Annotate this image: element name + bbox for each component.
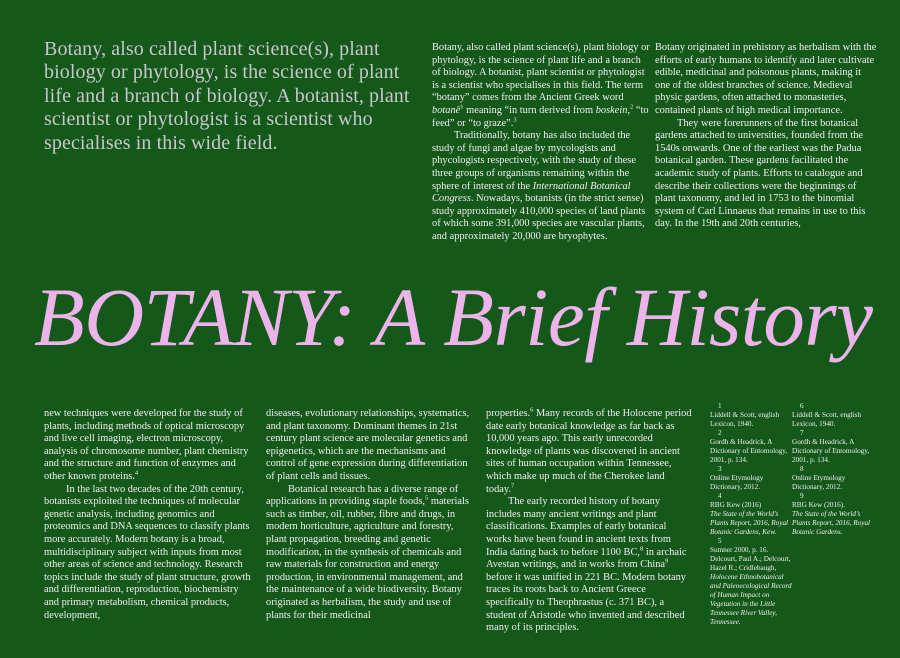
body-col3-paragraph-2 (486, 496, 692, 635)
footnote-text: RBG Kew (2016). (792, 501, 845, 509)
text: Traditionally, botany has also included the study of fungi and algae by mycologists and phycologists respectively, with the study of these three groups of organisms remaining within the sphere of interest of the (432, 130, 636, 192)
text: meaning “in turn derived from (463, 104, 596, 116)
footnote-number: 4 (718, 492, 722, 500)
body-col2-paragraph-2 (266, 484, 474, 623)
body-col2-paragraph-1: diseases, evolutionary relationships, systematics, and plant taxonomy. Dominant themes in 21st century plant science are molecular genetics and epigenetics, which are the mechanisms and control of gene expression during differentiation of plant cells and tissues. (266, 408, 470, 482)
footnote (710, 465, 792, 492)
text: materials such as timber, oil, rubber, fibre and drugs, in modern horticulture, agriculture and forestry, plant propagation, breeding and genetic modification, in the synthesis of chemicals and raw materials for construction and energy production, in environmental management, and the maintenance of a wide biodiversity. Botany originated as herbalism, the study and use of plants for their medicinal (266, 496, 469, 621)
text: before it was unified in 221 BC. Modern botany traces its roots back to Ancient Greece specifically to Theophrastus (c. 371 BC), a student of Aristotle who invented and described many of its principles. (486, 571, 686, 634)
lead-paragraph: Botany, also called plant science(s), plant biology or phytology, is the science of plant life and a branch of biology. A botanist, plant scientist or phytologist is a scientist who specialises in this wide field. (44, 38, 410, 154)
footnote (710, 537, 792, 627)
intro-column-1 (432, 42, 650, 244)
intro-col2-paragraph-1: Botany originated in prehistory as herbalism with the efforts of early humans to identify and later cultivate edible, medicinal and poisonous plants, making it one of the oldest branches of science. Medieval physic gardens, often attached to monasteries, contained plants of high medical importance. (655, 42, 877, 116)
congress-name: International Botanical Congress (432, 180, 631, 205)
footnote-italic-text: The State of the World’s Plants Report, 2016, Royal Botanic Gardens. (792, 510, 871, 536)
text: new techniques were developed for the study of plants, including methods of optical microscopy and live cell imaging, electron microscopy, analysis of chromosome number, plant chemistry and the structure and function of enzymes and other known proteins. (44, 408, 249, 482)
footnote (792, 492, 878, 537)
footnote-number: 9 (800, 492, 804, 500)
text: properties. (486, 408, 531, 419)
text: . Nowadays, botanists (in the strict sense) study approximately 410,000 species of land plants of which some 391,000 species are vascular plants, and approximately 20,000 are bryophytes. (432, 193, 646, 242)
footnote-number: 3 (718, 465, 722, 473)
footnote (710, 429, 792, 465)
body-col1-paragraph-1 (44, 408, 254, 484)
intro-col1-paragraph-1 (432, 42, 650, 130)
footnote-text: Liddell & Scott, english Lexicon, 1940. (710, 411, 780, 428)
footnote-number: 7 (800, 429, 804, 437)
footnote-number: 6 (800, 402, 804, 410)
footnote-ref: 6 (530, 406, 534, 414)
footnote-ref: 3 (513, 116, 517, 124)
page-title: BOTANY: A Brief History (34, 271, 873, 363)
footnote (792, 429, 878, 465)
footnote (792, 465, 878, 492)
footnote-italic-text: Holocene Ethnobotanical and Paleoecological Record of Human Impact on Vegetation in the Little Tennessee River Valley, Tennessee. (710, 573, 792, 626)
footnote-ref: 5 (425, 494, 429, 502)
text: Many records of the Holocene period date early botanical knowledge as far back as 10,000 years ago. This early unrecorded knowledge of plants was discovered in ancient sites of human occupation within Tennessee, which make up much of the Cherokee land today. (486, 408, 692, 495)
footnote-text: Online Etymology Dictionary, 2012. (792, 474, 846, 491)
footnote-ref: 2 (630, 103, 634, 111)
footnote-ref: 4 (134, 469, 139, 477)
footnote-number: 1 (718, 402, 722, 410)
footnote-text: Online Etymology Dictionary, 2012. (710, 474, 764, 491)
body-col3-paragraph-1 (486, 408, 692, 496)
footnote-number: 2 (718, 429, 722, 437)
body-column-2 (266, 408, 474, 622)
greek-word-botane: botanē (432, 104, 461, 116)
body-column-1 (44, 408, 254, 622)
footnote-ref: 1 (460, 103, 464, 111)
text: Botanical research has a diverse range of applications in providing staple foods, (266, 483, 459, 508)
footnote-text: Liddell & Scott, english Lexicon, 1940. (792, 411, 862, 428)
footnote (792, 402, 878, 429)
footnote-text: Sumner 2000, p. 16. Delcourt, Paul A.; Delcourt, Hazel R.; Cridlebaugh, (710, 546, 791, 572)
footnote-number: 8 (800, 465, 804, 473)
footnotes-left (710, 402, 792, 627)
intro-col1-paragraph-2 (432, 130, 650, 243)
text: The early recorded history of botany includes many ancient writings and plant classifications. Examples of early botanical works have been found in ancient texts from India dating back to before 1100 BC, (486, 496, 671, 558)
intro-column-2 (655, 42, 877, 231)
text: , (627, 104, 631, 116)
footnote-text: Gordh & Headrick, A Dictionary of Entomology, 2001, p. 134. (710, 438, 788, 464)
footnote-italic-text: The State of the World’s Plants Report, 2016, Royal Botanic Gardens, Kew. (710, 510, 789, 536)
body-column-3 (486, 408, 692, 635)
footnote-text: RBG Kew (2016) (710, 501, 762, 509)
footnote (710, 492, 792, 537)
footnote-ref: 8 (640, 545, 644, 553)
footnote (710, 402, 792, 429)
footnote-text: Gordh & Headrick, A Dictionary of Entomology, 2001, p. 134. (792, 438, 870, 464)
text: “to feed” or “to graze”. (432, 104, 649, 129)
footnote-ref: 9 (665, 557, 669, 565)
text: Botany, also called plant science(s), plant biology or phytology, is the science of plant life and a branch of biology. A botanist, plant scientist or phytologist is a scientist who specialises in this field. The term “botany” comes from the Ancient Greek word (432, 42, 650, 104)
footnotes-right (792, 402, 878, 537)
text: in archaic Avestan writings, and in works from China (486, 546, 687, 571)
intro-col2-paragraph-2: They were forerunners of the first botanical gardens attached to universities, founded from the 1540s onwards. One of the earliest was the Padua botanical garden. These gardens facilitated the academic study of plants. Efforts to catalogue and describe their collections were the beginnings of plant taxonomy, and led in 1753 to the binomial system of Carl Linnaeus that remains in use to this day. In the 19th and 20th centuries, (655, 117, 866, 230)
footnote-ref: 7 (511, 482, 515, 490)
footnote-number: 5 (718, 537, 722, 545)
greek-word-boskein: boskein (595, 104, 628, 116)
body-col1-paragraph-2: In the last two decades of the 20th century, botanists exploited the techniques of molecular genetic analysis, including genomics and proteomics and DNA sequences to classify plants more accurately. Modern botany is a broad, multidisciplinary subject with inputs from most other areas of science and technology. Research topics include the study of plant structure, growth and differentiation, reproduction, biochemistry and primary metabolism, chemical products, development, (44, 483, 251, 621)
